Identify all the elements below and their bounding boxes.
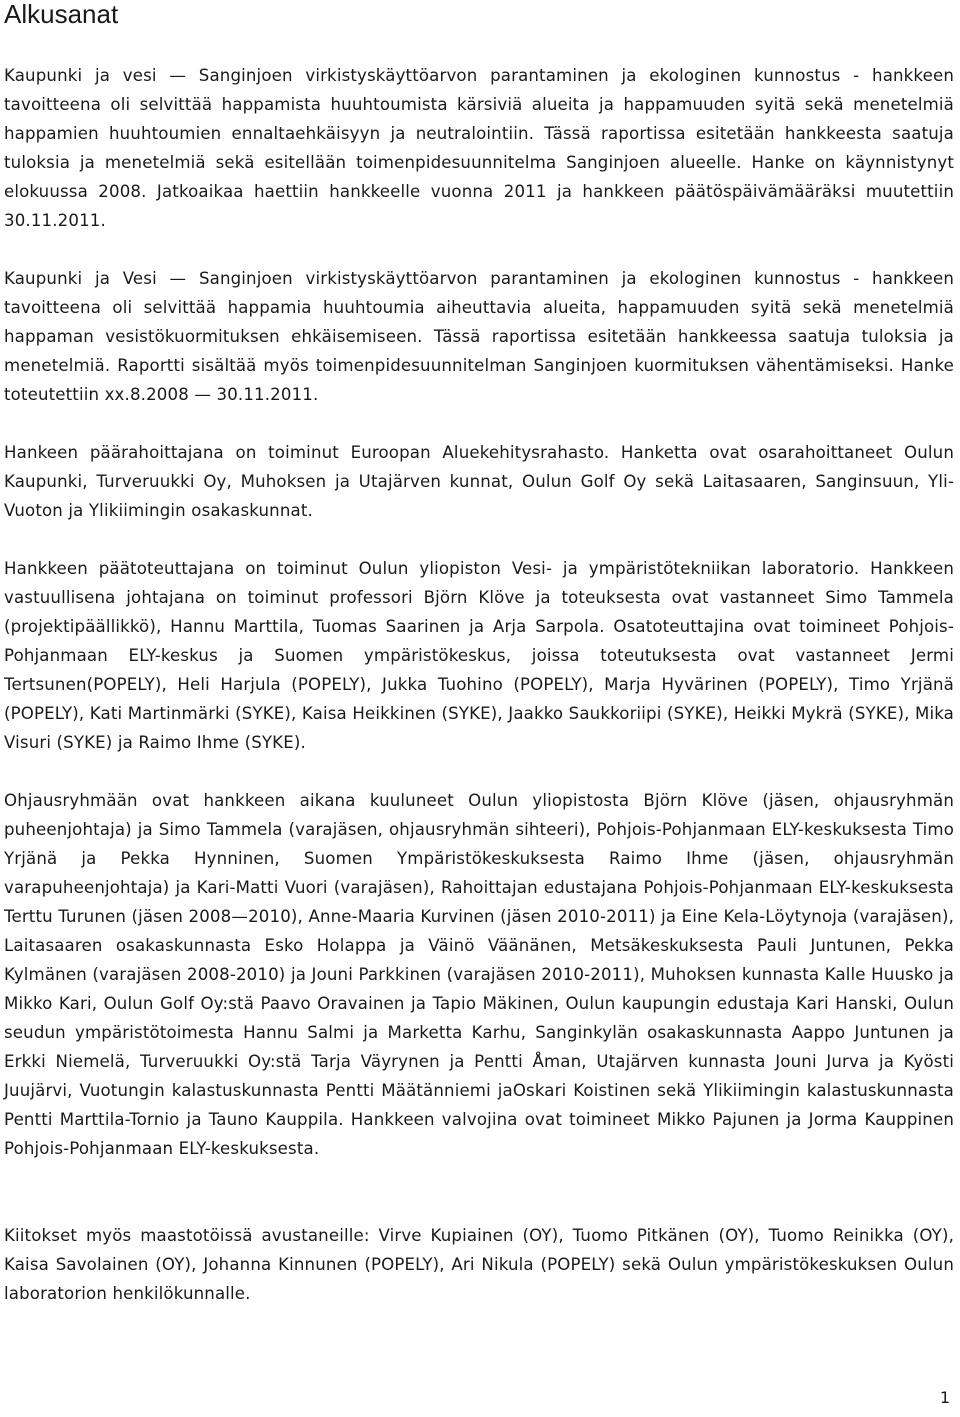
paragraph-project-goal-draft: Kaupunki ja vesi — Sanginjoen virkistyskäyttöarvon parantaminen ja ekologinen kunnostus - hankkeen tavoitteena oli selvittää happamista huuhtoumista kärsiviä alueita ja happamuuden syitä sekä menetelmiä happamien huuhtoumien ennaltaehkäisyyn ja neutralointiin. Tässä raportissa esitetään hankkeesta saatuja tuloksia ja menetelmiä sekä esitellään toimenpidesuunnitelma Sanginjoen alueelle. Hanke on käynnistynyt elokuussa 2008. Jatkoaikaa haettiin hankkeelle vuonna 2011 ja hankkeen päätöspäivämääräksi muutettiin 30.11.2011. <box>4 66 954 230</box>
page-number: 1 <box>939 1388 950 1407</box>
paragraph-acknowledgements: Kiitokset myös maastotöissä avustaneille: Virve Kupiainen (OY), Tuomo Pitkänen (OY), Tuomo Reinikka (OY), Kaisa Savolainen (OY), Johanna Kinnunen (POPELY), Ari Nikula (POPELY) sekä Oulun ympäristökeskuksen Oulun laboratorion henkilökunnalle. <box>4 1226 954 1303</box>
paragraph-funding: Hankeen päärahoittajana on toiminut Euroopan Aluekehitysrahasto. Hanketta ovat osarahoittaneet Oulun Kaupunki, Turveruukki Oy, Muhoksen ja Utajärven kunnat, Oulun Golf Oy sekä Laitasaaren, Sanginsuun, Yli-Vuoton ja Ylikiimingin osakaskunnat. <box>4 443 954 520</box>
paragraph-implementers: Hankkeen päätoteuttajana on toiminut Oulun yliopiston Vesi- ja ympäristötekniikan laboratorio. Hankkeen vastuullisena johtajana on toiminut professori Björn Klöve ja toteuksesta ovat vastanneet Simo Tammela (projektipäällikkö), Hannu Marttila, Tuomas Saarinen ja Arja Sarpola. Osatoteuttajina ovat toimineet Pohjois-Pohjanmaan ELY-keskus ja Suomen ympäristökeskus, joissa toteutuksesta ovat vastanneet Jermi Tertsunen(POPELY), Heli Harjula (POPELY), Jukka Tuohino (POPELY), Marja Hyvärinen (POPELY), Timo Yrjänä (POPELY), Kati Martinmärki (SYKE), Kaisa Heikkinen (SYKE), Jaakko Saukkoriipi (SYKE), Heikki Mykrä (SYKE), Mika Visuri (SYKE) ja Raimo Ihme (SYKE). <box>4 559 954 752</box>
paragraph-steering-group: Ohjausryhmään ovat hankkeen aikana kuuluneet Oulun yliopistosta Björn Klöve (jäsen, ohjausryhmän puheenjohtaja) ja Simo Tammela (varajäsen, ohjausryhmän sihteeri), Pohjois-Pohjanmaan ELY-keskuksesta Timo Yrjänä ja Pekka Hynninen, Suomen Ympäristökeskuksesta Raimo Ihme (jäsen, ohjausryhmän varapuheenjohtaja) ja Kari-Matti Vuori (varajäsen), Rahoittajan edustajana Pohjois-Pohjanmaan ELY-keskuksesta Terttu Turunen (jäsen 2008—2010), Anne-Maaria Kurvinen (jäsen 2010-2011) ja Eine Kela-Löytynoja (varajäsen), Laitasaaren osakaskunnasta Esko Holappa ja Väinö Väänänen, Metsäkeskuksesta Pauli Juntunen, Pekka Kylmänen (varajäsen 2008-2010) ja Jouni Parkkinen (varajäsen 2010-2011), Muhoksen kunnasta Kalle Huusko ja Mikko Kari, Oulun Golf Oy:stä Paavo Oravainen ja Tapio Mäkinen, Oulun kaupungin edustaja Kari Hanski, Oulun seudun ympäristötoimesta Hannu Salmi ja Marketta Karhu, Sanginkylän osakaskunnasta Aappo Juntunen ja Erkki Niemelä, Turveruukki Oy:stä Tarja Väyrynen ja Pentti Åman, Utajärven kunnasta Jouni Jurva ja Kyösti Juujärvi, Vuotungin kalastuskunnasta Pentti Määtänniemi jaOskari Koistinen sekä Ylikiimingin kalastuskunnasta Pentti Marttila-Tornio ja Tauno Kauppila. Hankkeen valvojina ovat toimineet Mikko Pajunen ja Jorma Kauppinen Pohjois-Pohjanmaan ELY-keskuksesta. <box>4 791 954 1158</box>
paragraph-project-goal: Kaupunki ja Vesi — Sanginjoen virkistyskäyttöarvon parantaminen ja ekologinen kunnostus - hankkeen tavoitteena oli selvittää happamia huuhtoumia aiheuttavia alueita, happamuuden syitä sekä menetelmiä happaman vesistökuormituksen ehkäisemiseen. Tässä raportissa esitetään hankkeessa saatuja tuloksia ja menetelmiä. Raportti sisältää myös toimenpidesuunnitelman Sanginjoen kuormituksen vähentämiseksi. Hanke toteutettiin xx.8.2008 — 30.11.2011. <box>4 269 954 404</box>
page-title: Alkusanat <box>4 0 119 29</box>
